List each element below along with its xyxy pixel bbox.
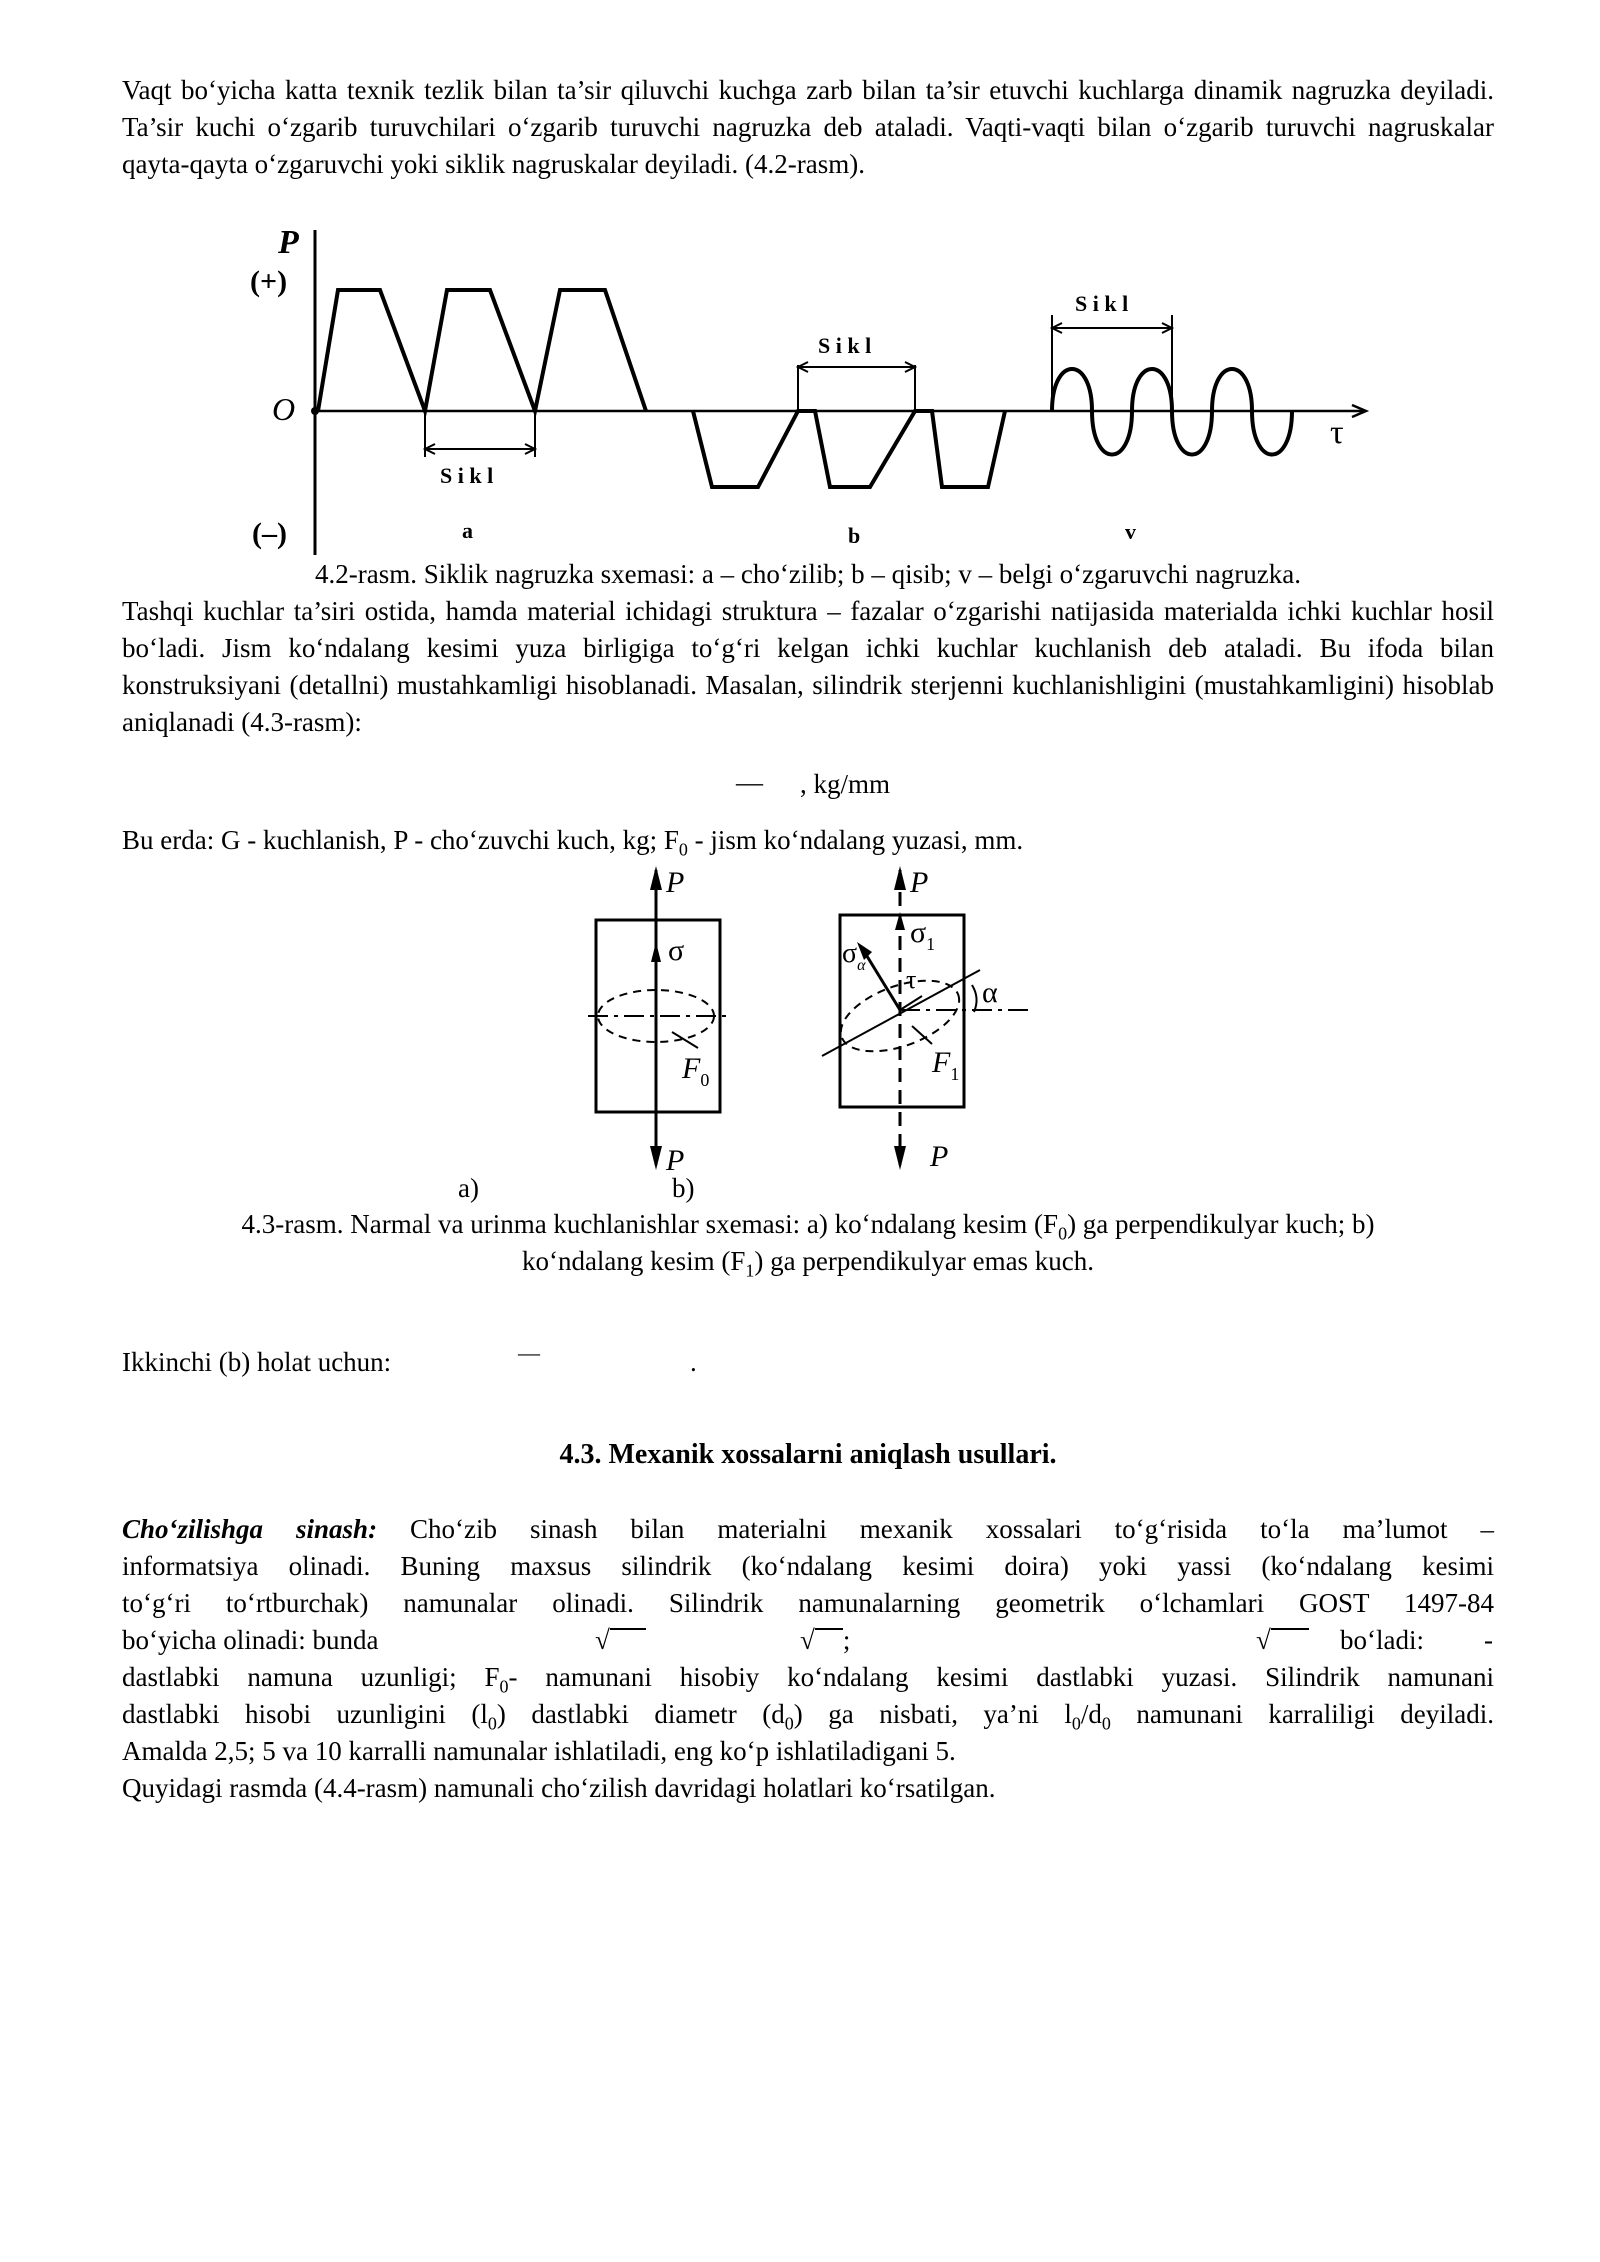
figure-4-3-label-a: a) xyxy=(458,1173,479,1203)
compression-load-curve xyxy=(693,411,1005,487)
sigma-1-label: $\sigma_1$ xyxy=(910,916,936,954)
sigma-label: σ xyxy=(668,934,685,967)
tension-test-line-4-start: bo‘yicha olinadi: bunda xyxy=(122,1625,379,1655)
tau-label: τ xyxy=(906,965,917,994)
tension-test-line-6: dastlabki hisobi uzunligini $(l_0)$ dastlabki diametr $(d_0)$ ga nisbati, ya’ni $l_0/d_0$ namunani karraliligi deyiladi. xyxy=(122,1699,1494,1734)
intro-paragraph: Vaqt bo‘yicha katta texnik tezlik bilan ta’sir qiluvchi kuchga zarb bilan ta’sir etuvchi kuchlarga dinamik nagruzka deyiladi. Ta’sir kuchi o‘zgarib turuvchilari o‘zgarib turuvchi nagruzka deb ataladi. Vaqti-vaqti bilan o‘zgarib turuvchi nagruskalar qayta-qayta o‘zgaruvchi yoki siklik nagruskalar deyiladi. (4.2-rasm). xyxy=(122,75,1494,179)
area-f1-label: $F_1$ xyxy=(932,1046,960,1084)
tension-test-line-3: to‘g‘ri to‘rtburchak) namunalar olinadi. Silindrik namunalarning geometrik o‘lchamlari GOST 1497-84 xyxy=(122,1588,1494,1618)
case-b-text: Ikkinchi (b) holat uchun: xyxy=(122,1347,392,1377)
force-label-a-top: P xyxy=(666,866,685,899)
time-label: τ xyxy=(1330,414,1344,451)
sqrt-symbol-2: √ ; xyxy=(800,1625,851,1655)
part-v-label: v xyxy=(1125,519,1136,544)
case-b-fraction-bar: — xyxy=(518,1340,540,1365)
tension-load-curve xyxy=(318,290,646,411)
tension-test-line-7: Amalda 2,5; 5 va 10 karralli namunalar ishlatiladi, eng ko‘p ishlatiladigani 5. xyxy=(122,1736,956,1766)
sqrt-symbol-1: √ xyxy=(595,1622,646,1659)
figure-4-3-caption-line-1: 4.3-rasm. Narmal va urinma kuchlanishlar sxemasi: a) ko‘ndalang kesim $(F_0)$ ga perpendikulyar kuch; b) xyxy=(241,1209,1375,1244)
figure-4-3-caption-line-2: ko‘ndalang kesim $(F_1)$ ga perpendikulyar emas kuch. xyxy=(521,1246,1095,1281)
y-axis-label: P xyxy=(278,225,299,261)
formula-unit: , kg/mm xyxy=(800,769,891,799)
figure-4-2-cyclic-load-diagram xyxy=(230,225,1380,560)
force-label-b-bottom: P xyxy=(930,1140,949,1173)
tension-test-line-8: Quyidagi rasmda (4.4-rasm) namunali cho‘zilish davridagi holatlari ko‘rsatilgan. xyxy=(122,1773,996,1803)
minus-label: (–) xyxy=(252,517,287,550)
tension-test-line-5: dastlabki namuna uzunligi; $F_0-$ namunani hisobiy ko‘ndalang kesimi dastlabki yuzasi. Silindrik namunani xyxy=(122,1662,1494,1697)
part-a-label: a xyxy=(462,518,473,543)
origin-label: O xyxy=(272,391,296,427)
section-heading: 4.3. Mexanik xossalarni aniqlash usullari. xyxy=(559,1439,1057,1470)
formula-legend: Bu erda: G - kuchlanish, P - cho‘zuvchi kuch, kg; $F_0$ - jism ko‘ndalang yuzasi, mm. xyxy=(122,825,1024,860)
cycle-label-b: S i k l xyxy=(818,333,872,358)
origin-dot xyxy=(311,407,319,415)
force-label-a-bottom: P xyxy=(666,1144,685,1177)
formula-fraction-bar: — xyxy=(736,767,763,797)
figure-4-2-caption: 4.2-rasm. Siklik nagruzka sxemasi: a – cho‘zilib; b – qisib; v – belgi o‘zgaruvchi nagruzka. xyxy=(314,559,1301,589)
figure-4-3-label-b: b) xyxy=(672,1173,695,1203)
part-b-label: b xyxy=(848,523,861,548)
tension-test-dash: - xyxy=(1484,1625,1493,1655)
sigma-alpha-label: $\sigma_\alpha$ xyxy=(842,938,866,974)
cycle-label-a: S i k l xyxy=(440,463,494,488)
tension-test-line-2: informatsiya olinadi. Buning maxsus silindrik (ko‘ndalang kesimi doira) yoki yassi (ko‘ndalang kesimi xyxy=(122,1551,1494,1581)
plus-label: (+) xyxy=(250,265,288,298)
area-f0-label: $F_0$ xyxy=(682,1052,710,1090)
paragraph-stress-definition: Tashqi kuchlar ta’siri ostida, hamda material ichidagi struktura – fazalar o‘zgarishi natijasida materialda ichki kuchlar hosil bo‘ladi. Jism ko‘ndalang kesimi yuza birligiga to‘g‘ri kelgan ichki kuchlar kuchlanish deb ataladi. Bu ifoda bilan konstruksiyani (detallni) mustahkamligi hisoblanadi. Masalan, silindrik sterjenni kuchlanishligini (mustahkamligini) hisoblab aniqlanadi (4.3-rasm): xyxy=(122,596,1494,737)
alpha-label: α xyxy=(982,976,998,1009)
tension-test-line-1: Cho‘zilishga sinash: Cho‘zib sinash bilan materialni mexanik xossalari to‘g‘risida to‘la ma’lumot – xyxy=(122,1514,1494,1544)
case-b-period: . xyxy=(690,1347,697,1377)
cycle-label-v: S i k l xyxy=(1075,291,1129,316)
force-label-b-top: P xyxy=(910,866,929,899)
sqrt-symbol-3: √ xyxy=(1256,1622,1309,1659)
figure-4-3-stress-diagram xyxy=(560,860,1060,1180)
tension-test-line-4-end: bo‘ladi: xyxy=(1340,1625,1424,1655)
